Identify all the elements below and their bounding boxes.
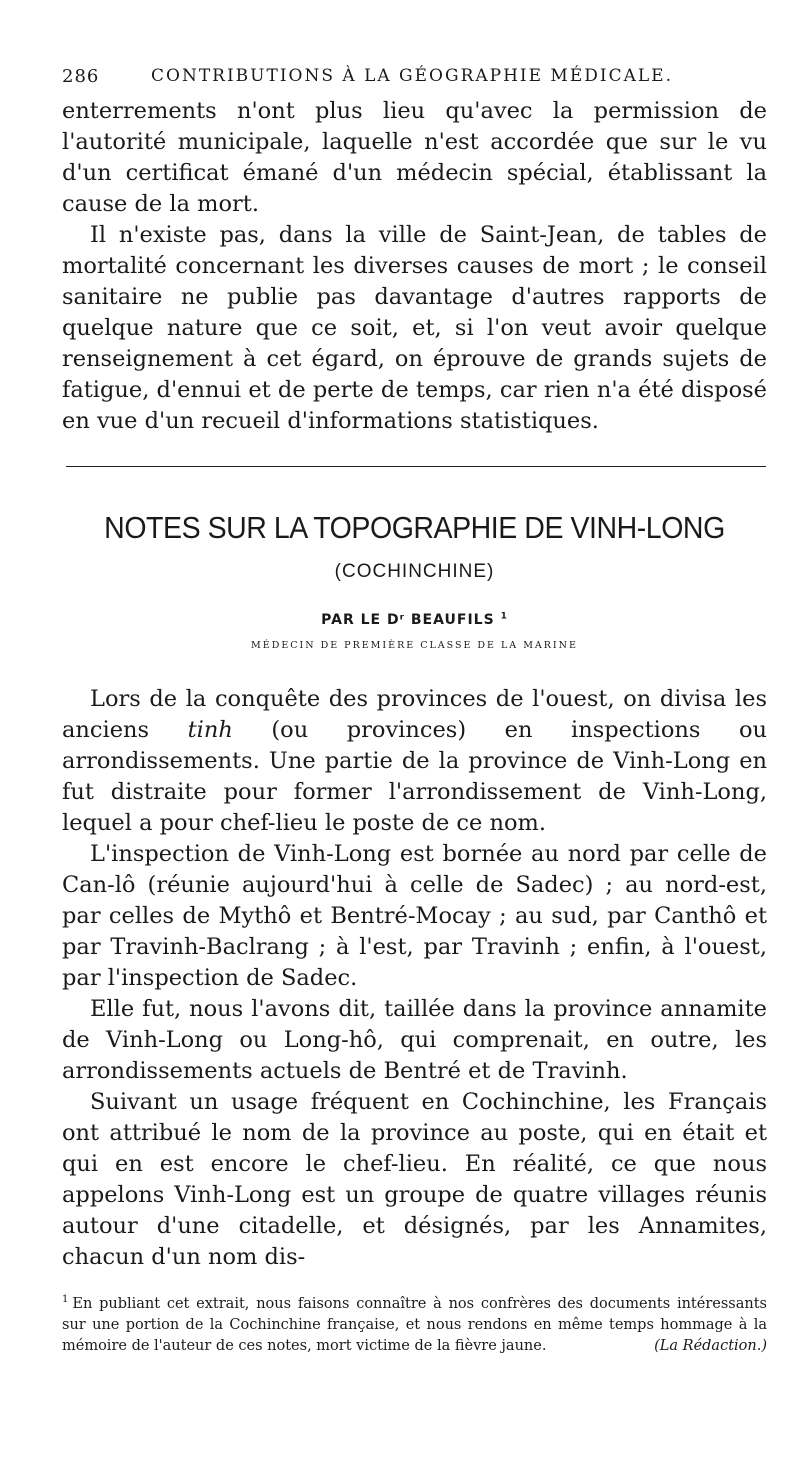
article-byline	[62, 612, 767, 628]
continuation-text	[62, 96, 767, 437]
article-subtitle: (COCHINCHINE)	[334, 561, 495, 582]
footnote-mark: 1	[62, 1294, 69, 1305]
continuation-paragraph-1: enterrements n'ont plus lieu qu'avec la permission de l'autorité municipale, laquelle n'est accordée que sur le vu d'un certificat émané d'un médecin spécial, établissant la cause de la mort.	[62, 98, 767, 217]
page-header	[62, 66, 762, 96]
footnote	[62, 1289, 767, 1357]
article-paragraph-4: Suivant un usage fréquent en Cochinchine, les Français ont attribué le nom de la province au poste, qui en était et qui en est encore le chef-lieu. En réalité, ce que nous appelons Vinh-Long est un groupe de quatre villages réunis autour d'une citadelle, et désignés, par les Annamites, chacun d'un nom dis-	[62, 1089, 767, 1270]
footnote-credit: (La Rédaction.)	[654, 1337, 767, 1354]
page-number: 286	[62, 66, 100, 87]
footnote-text: En publiant cet extrait, nous faisons connaître à nos confrères des documents intéressants sur une portion de la Cochinchine française, et nous rendons en même temps hommage à la mémoire de l'auteur de ces notes, mort victime de la fièvre jaune.	[62, 1295, 767, 1354]
article-paragraph-1	[62, 684, 767, 839]
article-paragraph-3: Elle fut, nous l'avons dit, taillée dans la province annamite de Vinh-Long ou Long-hô, qui comprenait, en outre, les arrondissements actuels de Bentré et de Travinh.	[62, 996, 767, 1084]
paragraph-1-part-b: (ou provinces) en inspections ou arrondissements. Une partie de la province de Vinh-Long en fut distraite pour former l'arrondissement de Vinh-Long, lequel a pour chef-lieu le poste de ce nom.	[62, 717, 767, 836]
paragraph-1-part-a: Lors de la conquête des provinces de l'ouest, on divisa les anciens	[62, 686, 767, 743]
article-paragraph-2: L'inspection de Vinh-Long est bornée au nord par celle de Can-lô (réunie aujourd'hui à celle de Sadec) ; au nord-est, par celles de Mythô et Bentré-Mocay ; au sud, par Canthô et par Travinh-Baclrang ; à l'est, par Travinh ; enfin, à l'ouest, par l'inspection de Sadec.	[62, 841, 767, 991]
byline-text: PAR LE Dʳ BEAUFILS	[321, 612, 495, 628]
paragraph-1-italic-term: tinh	[187, 717, 233, 743]
section-divider	[66, 466, 766, 467]
article-title: NOTES SUR LA TOPOGRAPHIE DE VINH-LONG	[104, 510, 725, 545]
running-head: CONTRIBUTIONS À LA GÉOGRAPHIE MÉDICALE.	[151, 66, 673, 86]
author-rank: MÉDECIN DE PREMIÈRE CLASSE DE LA MARINE	[251, 640, 578, 651]
article-body	[62, 684, 767, 1273]
footnote-reference: 1	[500, 611, 508, 622]
continuation-paragraph-2: Il n'existe pas, dans la ville de Saint-Jean, de tables de mortalité concernant les diverses causes de mort ; le conseil sanitaire ne publie pas davantage d'autres rapports de quelque nature que ce soit, et, si l'on veut avoir quelque renseignement à cet égard, on éprouve de grands sujets de fatigue, d'ennui et de perte de temps, car rien n'a été disposé en vue d'un recueil d'informations statistiques.	[62, 222, 767, 434]
